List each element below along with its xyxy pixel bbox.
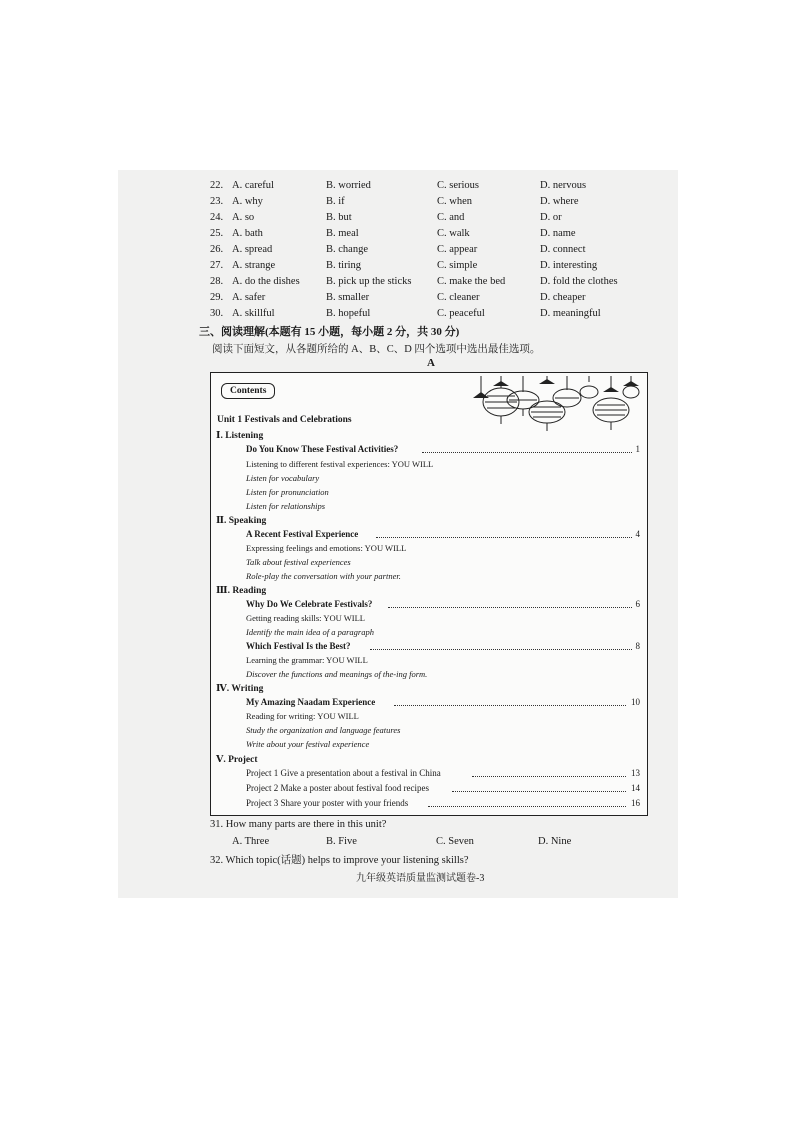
passage-letter: A	[427, 357, 435, 369]
option-a: A. skillful	[232, 308, 275, 319]
question-31-stem: 31. How many parts are there in this unit?	[210, 819, 387, 830]
entry-objective: Talk about festival experiences	[246, 557, 351, 567]
section-instruction: 阅读下面短文，从各题所给的 A、B、C、D 四个选项中选出最佳选项。	[212, 344, 541, 355]
entry-objective: Discover the functions and meanings of the-ing form.	[246, 669, 428, 679]
option-c: C. serious	[437, 180, 479, 191]
option-d: D. cheaper	[540, 292, 586, 303]
option-b: B. worried	[326, 180, 371, 191]
dot-leader	[422, 452, 632, 453]
entry-objective: Listen for relationships	[246, 501, 326, 511]
entry-title: Project 2 Make a poster about festival food recipes	[246, 783, 432, 793]
question-number: 24.	[210, 212, 224, 223]
option-d: D. or	[540, 212, 562, 223]
option-row-22	[210, 180, 630, 196]
dot-leader	[370, 649, 632, 650]
option-c: C. appear	[437, 244, 478, 255]
option-a: A. do the dishes	[232, 276, 300, 287]
entry-title: Do You Know These Festival Activities?	[246, 444, 401, 454]
entry-page: 1	[633, 444, 641, 454]
dot-leader	[472, 776, 626, 777]
entry-page: 13	[628, 768, 640, 778]
contents-entry	[246, 697, 640, 710]
question-number: 28.	[210, 276, 224, 287]
entry-page: 6	[633, 599, 641, 609]
option-row-29	[210, 292, 630, 308]
option-d: D. name	[540, 228, 576, 239]
part-heading: Ⅳ. Writing	[216, 684, 264, 694]
contents-entry	[246, 641, 640, 654]
option-d: D. meaningful	[540, 308, 601, 319]
contents-box	[210, 372, 648, 816]
option-a: A. why	[232, 196, 263, 207]
entry-objective: Identify the main idea of a paragraph	[246, 627, 374, 637]
page-footer: 九年级英语质量监测试题卷-3	[356, 873, 485, 884]
option-row-26	[210, 244, 630, 260]
option-b: B. but	[326, 212, 352, 223]
question-31-option-a: A. Three	[232, 836, 270, 847]
entry-title: Why Do We Celebrate Festivals?	[246, 599, 375, 609]
question-number: 26.	[210, 244, 224, 255]
entry-title: My Amazing Naadam Experience	[246, 697, 378, 707]
option-row-30	[210, 308, 630, 324]
entry-page: 14	[628, 783, 640, 793]
entry-subtitle: Getting reading skills: YOU WILL	[246, 613, 365, 623]
section-heading: 三、阅读理解(本题有 15 小题，每小题 2 分，共 30 分)	[199, 326, 460, 338]
entry-page: 4	[633, 529, 641, 539]
question-number: 23.	[210, 196, 224, 207]
entry-title: Project 1 Give a presentation about a festival in China	[246, 768, 444, 778]
entry-objective: Role-play the conversation with your partner.	[246, 571, 401, 581]
question-31-option-b: B. Five	[326, 836, 357, 847]
contents-entry	[246, 444, 640, 457]
question-32-stem: 32. Which topic(话题) helps to improve your listening skills?	[210, 855, 469, 866]
question-number: 29.	[210, 292, 224, 303]
contents-entry	[246, 768, 640, 781]
option-c: C. cleaner	[437, 292, 480, 303]
entry-subtitle: Reading for writing: YOU WILL	[246, 711, 359, 721]
option-a: A. so	[232, 212, 255, 223]
option-b: B. change	[326, 244, 368, 255]
contents-entry	[246, 529, 640, 542]
unit-title: Unit 1 Festivals and Celebrations	[217, 415, 352, 425]
option-row-28	[210, 276, 630, 292]
option-row-23	[210, 196, 630, 212]
option-d: D. nervous	[540, 180, 587, 191]
dot-leader	[376, 537, 632, 538]
entry-title: A Recent Festival Experience	[246, 529, 361, 539]
entry-page: 8	[633, 641, 641, 651]
entry-subtitle: Expressing feelings and emotions: YOU WILL	[246, 543, 407, 553]
option-d: D. fold the clothes	[540, 276, 618, 287]
option-c: C. simple	[437, 260, 478, 271]
part-heading: Ⅰ. Listening	[216, 431, 264, 441]
entry-objective: Listen for pronunciation	[246, 487, 329, 497]
entry-title: Project 3 Share your poster with your friends	[246, 798, 411, 808]
dot-leader	[388, 607, 632, 608]
option-b: B. smaller	[326, 292, 370, 303]
option-d: D. where	[540, 196, 579, 207]
question-number: 22.	[210, 180, 224, 191]
option-row-24	[210, 212, 630, 228]
option-c: C. peaceful	[437, 308, 485, 319]
entry-objective: Listen for vocabulary	[246, 473, 320, 483]
option-a: A. bath	[232, 228, 263, 239]
contents-tag: Contents	[221, 383, 275, 399]
contents-entry	[246, 798, 640, 811]
option-b: B. hopeful	[326, 308, 371, 319]
dot-leader	[394, 705, 626, 706]
option-b: B. if	[326, 196, 345, 207]
option-b: B. pick up the sticks	[326, 276, 412, 287]
entry-title: Which Festival Is the Best?	[246, 641, 354, 651]
entry-page: 16	[628, 798, 640, 808]
entry-objective: Study the organization and language features	[246, 725, 401, 735]
dot-leader	[428, 806, 626, 807]
option-b: B. tiring	[326, 260, 362, 271]
option-c: C. when	[437, 196, 472, 207]
lantern-decoration-icon	[471, 376, 641, 434]
contents-entry	[246, 783, 640, 796]
question-number: 27.	[210, 260, 224, 271]
part-heading: Ⅱ. Speaking	[216, 516, 267, 526]
part-heading: Ⅲ. Reading	[216, 586, 267, 596]
option-a: A. careful	[232, 180, 274, 191]
question-number: 25.	[210, 228, 224, 239]
contents-entry	[246, 599, 640, 612]
option-a: A. strange	[232, 260, 276, 271]
entry-subtitle: Learning the grammar: YOU WILL	[246, 655, 368, 665]
part-heading: Ⅴ. Project	[216, 755, 258, 765]
option-a: A. safer	[232, 292, 266, 303]
option-row-27	[210, 260, 630, 276]
option-d: D. interesting	[540, 260, 598, 271]
option-a: A. spread	[232, 244, 273, 255]
option-c: C. walk	[437, 228, 470, 239]
entry-subtitle: Listening to different festival experiences: YOU WILL	[246, 459, 434, 469]
option-c: C. and	[437, 212, 465, 223]
question-31-option-c: C. Seven	[436, 836, 474, 847]
question-31-option-d: D. Nine	[538, 836, 572, 847]
option-d: D. connect	[540, 244, 586, 255]
option-c: C. make the bed	[437, 276, 506, 287]
question-number: 30.	[210, 308, 224, 319]
option-b: B. meal	[326, 228, 359, 239]
entry-page: 10	[628, 697, 640, 707]
dot-leader	[452, 791, 626, 792]
entry-objective: Write about your festival experience	[246, 739, 370, 749]
option-row-25	[210, 228, 630, 244]
